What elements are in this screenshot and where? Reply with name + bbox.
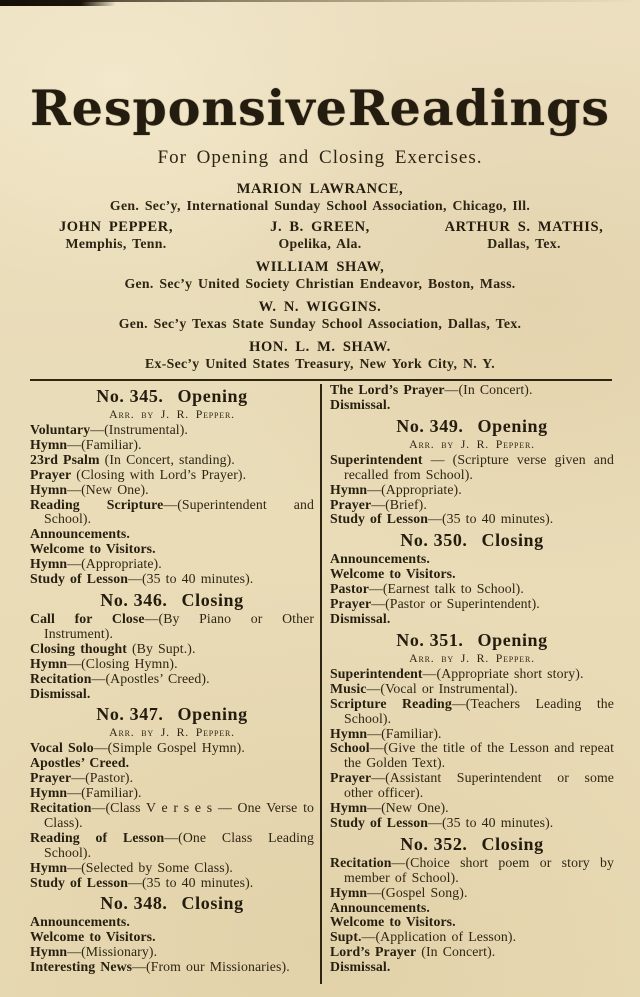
service-item-lead: Hymn xyxy=(30,481,68,497)
service-item-lead: Hymn xyxy=(30,436,68,452)
service-item-lead: Hymn xyxy=(330,884,368,900)
service-item xyxy=(30,672,314,687)
section-number: No. 352. xyxy=(400,833,468,854)
service-item-lead: Hymn xyxy=(30,785,68,801)
service-item-lead: Hymn xyxy=(30,556,68,572)
service-item-lead: Welcome to Visitors. xyxy=(330,914,456,930)
service-item-lead: Superintendent xyxy=(330,451,423,467)
left-column xyxy=(30,383,320,984)
service-item-lead: Study of Lesson xyxy=(330,814,429,830)
service-item-lead: Dismissal. xyxy=(330,959,391,975)
service-item-detail: —(Missionary). xyxy=(67,944,158,960)
section-number: No. 346. xyxy=(100,589,168,610)
service-item-lead: Hymn xyxy=(330,800,368,816)
service-item xyxy=(330,383,614,398)
person-detail: Opelika, Ala. xyxy=(278,236,362,251)
service-item xyxy=(330,801,614,816)
section-heading xyxy=(30,704,314,725)
service-item-detail: —(Apostles’ Creed). xyxy=(91,670,210,686)
service-item xyxy=(30,915,314,930)
service-item-lead: Dismissal. xyxy=(330,610,391,626)
person-detail: Memphis, Tenn. xyxy=(65,236,167,251)
section-number: No. 351. xyxy=(396,629,464,650)
service-item-lead: Prayer xyxy=(330,496,372,512)
section-heading xyxy=(330,530,614,551)
service-item-detail: —(From our Missionaries). xyxy=(132,959,290,975)
service-item-lead: Study of Lesson xyxy=(30,571,129,587)
committee-cell xyxy=(14,219,218,252)
service-item-detail: —(One Class Leading School). xyxy=(44,829,315,860)
page-header xyxy=(0,0,640,372)
service-item-detail: —(Familiar). xyxy=(67,436,142,452)
service-item xyxy=(330,453,614,483)
section-heading xyxy=(330,834,614,855)
section-heading xyxy=(30,386,314,407)
service-item-lead: Announcements. xyxy=(330,551,430,567)
service-item-lead: Music xyxy=(330,680,367,696)
service-item-lead: Interesting News xyxy=(30,959,133,975)
section-number: No. 350. xyxy=(400,530,468,551)
service-item-detail: (In Concert). xyxy=(416,944,496,960)
person-name: WILLIAM SHAW, xyxy=(255,259,385,275)
person-detail: Gen. Sec’y, International Sunday School Association, Chicago, Ill. xyxy=(109,198,531,213)
service-item-detail: —(Pastor or Superintendent). xyxy=(371,596,540,612)
service-item xyxy=(330,697,614,727)
service-item-lead: Welcome to Visitors. xyxy=(30,929,156,945)
service-item-detail: —(Appropriate). xyxy=(367,481,462,497)
service-item-detail: (In Concert, standing). xyxy=(99,451,235,467)
section-kind: Opening xyxy=(477,415,548,436)
service-item-lead: Announcements. xyxy=(330,899,430,915)
section-kind: Closing xyxy=(481,833,544,854)
service-item xyxy=(330,771,614,801)
service-item-lead: Voluntary xyxy=(30,422,91,437)
service-item-detail: —(Simple Gospel Hymn). xyxy=(93,740,245,756)
service-item-lead: Hymn xyxy=(330,481,368,497)
person-detail: Gen. Sec’y United Society Christian Endeavor, Boston, Mass. xyxy=(124,276,516,291)
service-item-detail: —(Earnest talk to School). xyxy=(368,581,524,597)
page-subtitle: For Opening and Closing Exercises. xyxy=(157,147,483,168)
service-item-lead: Prayer xyxy=(30,466,72,482)
arranger-credit: Arr. by J. R. Pepper. xyxy=(409,436,535,451)
section-heading xyxy=(30,893,314,914)
service-item xyxy=(30,642,314,657)
committee-row xyxy=(0,259,640,292)
service-item-detail: —(Instrumental). xyxy=(90,422,188,437)
service-item-detail: —(35 to 40 minutes). xyxy=(428,814,554,830)
service-item-detail: —(Appropriate). xyxy=(67,556,162,572)
service-item xyxy=(330,930,614,945)
service-item-detail: —(Teachers Leading the School). xyxy=(344,695,615,726)
service-item xyxy=(330,727,614,742)
section-heading xyxy=(330,630,614,651)
person-detail: Dallas, Tex. xyxy=(487,236,561,251)
service-item-lead: 23rd Psalm xyxy=(30,451,100,467)
service-item-detail: —(Application of Lesson). xyxy=(361,929,517,945)
service-item-lead: Prayer xyxy=(330,596,372,612)
person-name: J. B. GREEN, xyxy=(270,219,370,235)
service-item-lead: Recitation xyxy=(30,670,92,686)
service-item xyxy=(30,786,314,801)
service-item-detail: (By Supt.). xyxy=(126,640,196,656)
service-item-lead: Welcome to Visitors. xyxy=(330,566,456,582)
service-item-lead: Hymn xyxy=(30,944,68,960)
service-item xyxy=(30,876,314,891)
person-name: JOHN PEPPER, xyxy=(58,219,174,235)
service-item-detail: —(Familiar). xyxy=(67,785,142,801)
service-item xyxy=(330,552,614,567)
service-item-detail: —(Brief). xyxy=(371,496,427,512)
service-item-lead: Prayer xyxy=(30,770,72,786)
section-kind: Opening xyxy=(177,386,248,406)
service-item-lead: Lord’s Prayer xyxy=(330,944,417,960)
committee-row xyxy=(0,181,640,214)
service-item-lead: Announcements. xyxy=(30,914,130,930)
service-item-lead: Dismissal. xyxy=(330,396,391,412)
scan-edge-artifact-bar xyxy=(0,0,116,6)
service-item-detail: —(Class V e r s e s — One Verse to Class). xyxy=(44,800,315,830)
section-number: No. 349. xyxy=(396,415,464,436)
service-item xyxy=(330,915,614,930)
service-item-detail: —(Vocal or Instrumental). xyxy=(366,680,518,696)
service-item-lead: School xyxy=(330,740,370,756)
service-item-detail: —(In Concert). xyxy=(444,382,533,397)
section-kind: Opening xyxy=(177,704,248,725)
service-item-lead: Reading of Lesson xyxy=(30,829,165,845)
section-kind: Closing xyxy=(181,589,244,610)
service-item-lead: Scripture Reading xyxy=(330,695,452,711)
service-item xyxy=(30,483,314,498)
service-item xyxy=(30,438,314,453)
service-item xyxy=(30,930,314,945)
service-item xyxy=(30,801,314,831)
service-item xyxy=(330,498,614,513)
section-kind: Opening xyxy=(477,629,548,650)
service-item-detail: —(Superintendent and School). xyxy=(44,496,315,527)
section-kind: Closing xyxy=(481,530,544,551)
service-item xyxy=(330,960,614,975)
service-item xyxy=(330,567,614,582)
service-item-lead: The Lord’s Prayer xyxy=(330,382,445,397)
service-item-lead: Closing thought xyxy=(30,640,127,656)
service-item-detail: —(Choice short poem or story by member of School). xyxy=(344,854,615,885)
service-item xyxy=(30,960,314,975)
service-item-lead: Recitation xyxy=(330,854,392,870)
service-item xyxy=(30,657,314,672)
service-item xyxy=(30,453,314,468)
service-item xyxy=(330,597,614,612)
committee-list xyxy=(0,181,640,372)
service-item xyxy=(30,423,314,438)
service-item xyxy=(30,557,314,572)
committee-cell xyxy=(422,219,626,252)
service-item-lead: Hymn xyxy=(30,859,68,875)
committee-row xyxy=(0,339,640,372)
service-item xyxy=(30,831,314,861)
section-number: No. 348. xyxy=(100,893,168,914)
arranger-credit: Arr. by J. R. Pepper. xyxy=(409,650,535,665)
service-item xyxy=(330,741,614,771)
section-number: No. 345. xyxy=(96,386,164,406)
arranger-credit: Arr. by J. R. Pepper. xyxy=(109,407,235,421)
service-item-detail: —(New One). xyxy=(367,800,449,816)
section-heading xyxy=(330,416,614,437)
service-item-detail: —(Selected by Some Class). xyxy=(67,859,233,875)
service-item-detail: —(New One). xyxy=(67,481,149,497)
service-item xyxy=(330,901,614,916)
service-item xyxy=(30,572,314,587)
service-item-lead: Superintendent xyxy=(330,665,423,681)
service-item xyxy=(330,512,614,527)
service-item-lead: Pastor xyxy=(330,581,369,597)
service-item-lead: Announcements. xyxy=(30,526,130,542)
person-detail: Ex-Sec’y United States Treasury, New York City, N. Y. xyxy=(145,356,495,371)
service-item-detail: —(35 to 40 minutes). xyxy=(128,874,254,890)
service-item xyxy=(330,398,614,413)
service-item-detail: (Closing with Lord’s Prayer). xyxy=(71,466,247,482)
service-item xyxy=(330,886,614,901)
service-item xyxy=(330,483,614,498)
service-item-detail: —(Familiar). xyxy=(367,725,442,741)
service-item-lead: Study of Lesson xyxy=(30,874,129,890)
service-item-detail: —(35 to 40 minutes). xyxy=(128,571,254,587)
committee-row xyxy=(0,219,640,252)
service-item-lead: Hymn xyxy=(30,655,68,671)
committee-cell xyxy=(218,219,422,252)
person-name: ARTHUR S. MATHIS, xyxy=(444,219,604,235)
service-item xyxy=(330,682,614,697)
service-item xyxy=(30,741,314,756)
service-item-lead: Call for Close xyxy=(30,610,145,626)
service-item-lead: Reading Scripture xyxy=(30,496,164,512)
service-item-detail: —(Pastor). xyxy=(71,770,134,786)
person-name: MARION LAWRANCE, xyxy=(236,181,404,197)
service-item xyxy=(30,542,314,557)
section-number: No. 347. xyxy=(96,704,164,725)
service-item xyxy=(330,856,614,886)
service-item xyxy=(30,527,314,542)
service-item-detail: —(Give the title of the Lesson and repeat the Golden Text). xyxy=(344,740,615,771)
service-item xyxy=(30,468,314,483)
service-item xyxy=(30,945,314,960)
person-detail: Gen. Sec’y Texas State Sunday School Association, Dallas, Tex. xyxy=(118,316,522,331)
person-name: W. N. WIGGINS. xyxy=(258,299,382,315)
service-item xyxy=(330,816,614,831)
service-item xyxy=(330,667,614,682)
service-item-detail: —(By Piano or Other Instrument). xyxy=(44,610,315,641)
service-item-lead: Supt. xyxy=(330,929,362,945)
service-item-detail: —(35 to 40 minutes). xyxy=(428,511,554,527)
service-item-lead: Study of Lesson xyxy=(330,511,429,527)
section-heading xyxy=(30,590,314,611)
service-item xyxy=(330,582,614,597)
service-item-lead: Recitation xyxy=(30,800,92,816)
service-item-lead: Hymn xyxy=(330,725,368,741)
service-item xyxy=(330,945,614,960)
service-item xyxy=(30,498,314,528)
arranger-credit: Arr. by J. R. Pepper. xyxy=(109,725,235,740)
service-item-lead: Welcome to Visitors. xyxy=(30,541,156,557)
service-item-detail: —(Assistant Superintendent or some other officer). xyxy=(344,770,615,801)
service-item xyxy=(30,771,314,786)
service-item-detail: —(Gospel Song). xyxy=(367,884,468,900)
two-column-body xyxy=(0,381,640,984)
service-item-lead: Dismissal. xyxy=(30,685,91,701)
page-title: ResponsiveReadings xyxy=(30,79,610,137)
service-item-lead: Prayer xyxy=(330,770,372,786)
service-item-detail: — (Scripture verse given and recalled from School). xyxy=(344,451,615,482)
service-item xyxy=(30,687,314,702)
section-kind: Closing xyxy=(181,893,244,914)
service-item-detail: —(Appropriate short story). xyxy=(422,665,584,681)
person-name: HON. L. M. SHAW. xyxy=(249,339,391,355)
service-item xyxy=(30,756,314,771)
service-item xyxy=(30,861,314,876)
committee-row xyxy=(0,299,640,332)
service-item-lead: Apostles’ Creed. xyxy=(30,755,130,771)
service-item xyxy=(330,612,614,627)
service-item-detail: —(Closing Hymn). xyxy=(67,655,178,671)
right-column xyxy=(322,383,614,984)
service-item xyxy=(30,612,314,642)
service-item-lead: Vocal Solo xyxy=(30,740,94,756)
